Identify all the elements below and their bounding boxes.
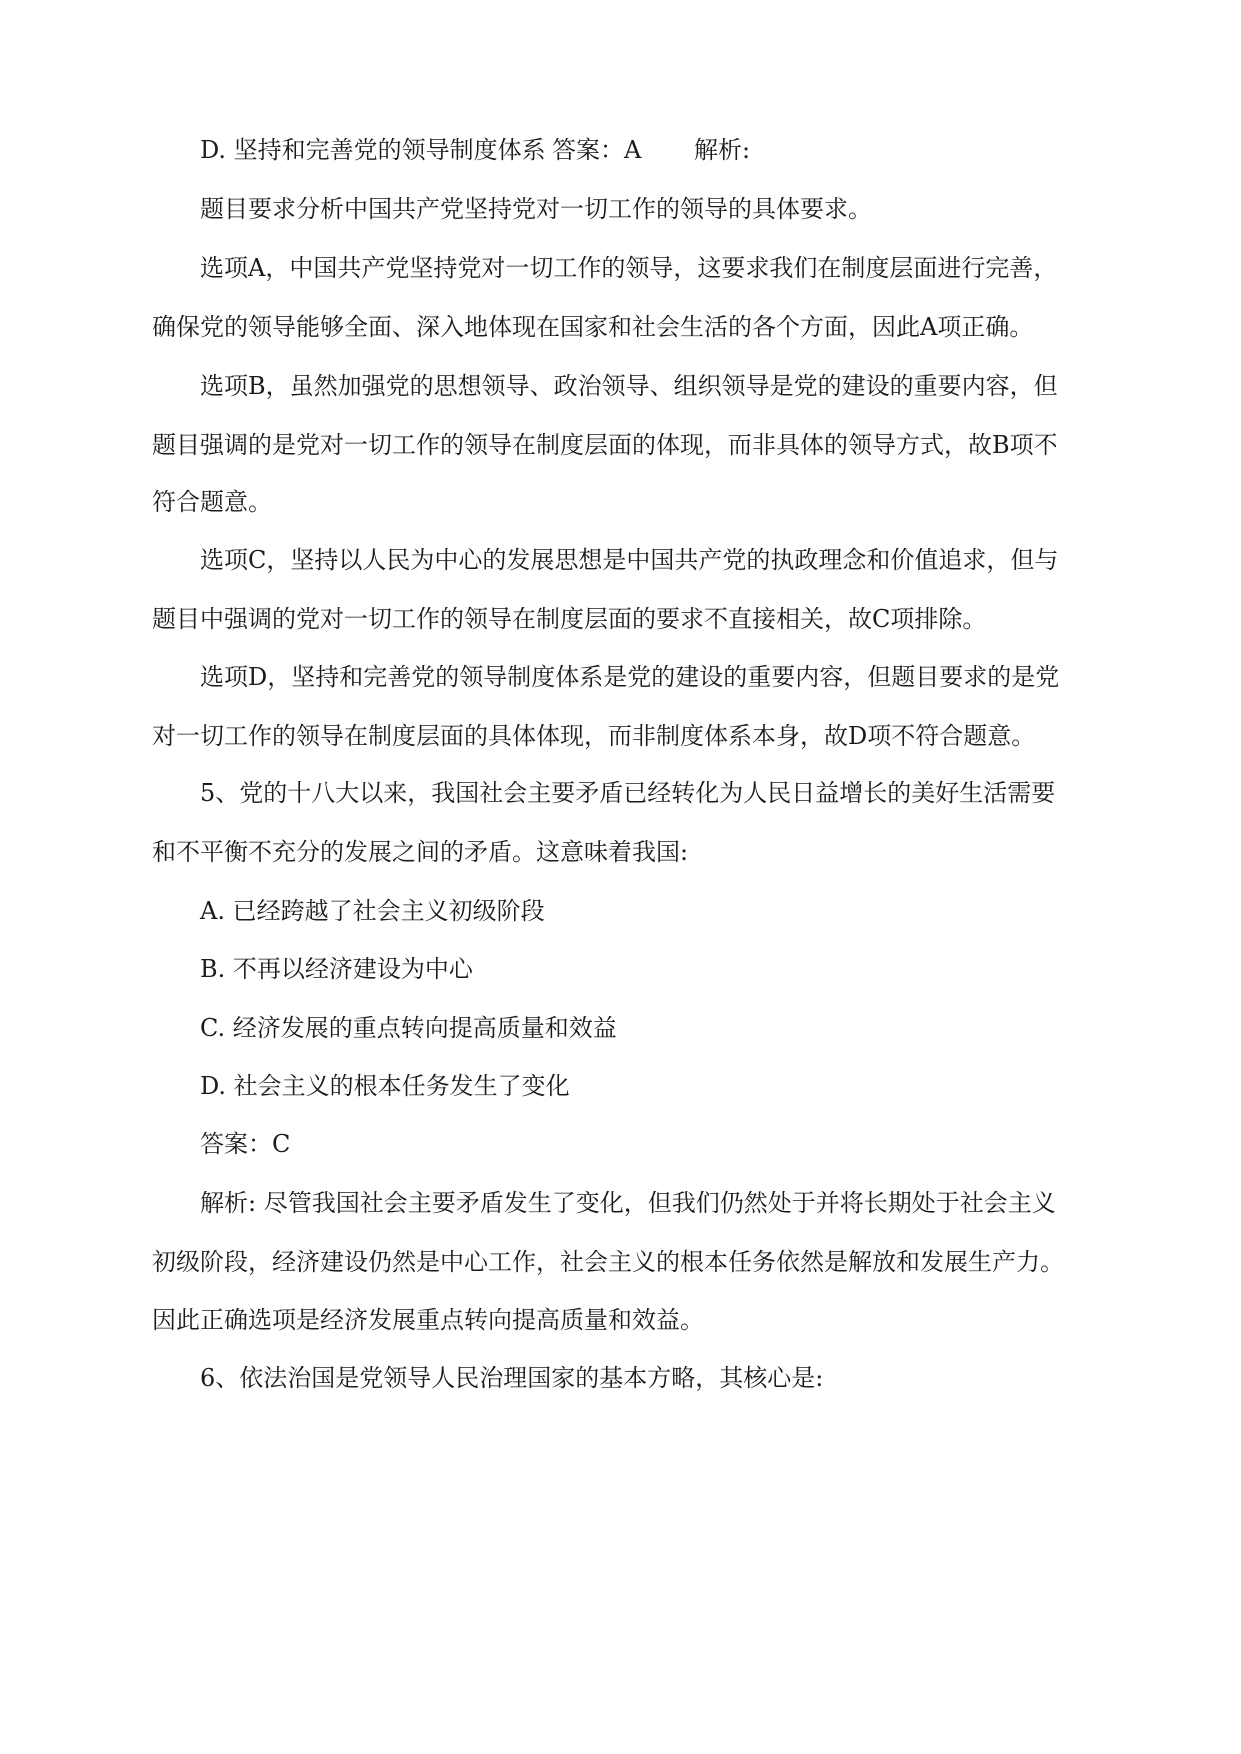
q5-option-c: C. 经济发展的重点转向提高质量和效益 — [200, 1014, 617, 1042]
q5-stem-line: 和不平衡不充分的发展之间的矛盾。这意味着我国: — [152, 838, 689, 866]
q4-analysis-line: 选项C，坚持以人民为中心的发展思想是中国共产党的执政理念和价值追求，但与 — [200, 546, 1059, 574]
q5-analysis-line: 解析: 尽管我国社会主要矛盾发生了变化，但我们仍然处于并将长期处于社会主义 — [200, 1189, 1056, 1217]
q4-analysis-line: 题目要求分析中国共产党坚持党对一切工作的领导的具体要求。 — [200, 195, 872, 223]
q4-answer: 答案：A — [552, 136, 642, 164]
q4-analysis-line: 选项D，坚持和完善党的领导制度体系是党的建设的重要内容，但题目要求的是党 — [200, 663, 1060, 691]
q5-option-d: D. 社会主义的根本任务发生了变化 — [200, 1072, 570, 1100]
q4-analysis-line: 确保党的领导能够全面、深入地体现在国家和社会生活的各个方面，因此A项正确。 — [152, 313, 1034, 341]
q4-analysis-label: 解析: — [694, 136, 751, 164]
q4-analysis-line: 题目强调的是党对一切工作的领导在制度层面的体现，而非具体的领导方式，故B项不 — [152, 431, 1058, 459]
q5-answer: 答案：C — [200, 1130, 291, 1158]
q5-option-a: A. 已经跨越了社会主义初级阶段 — [200, 897, 545, 925]
q4-analysis-line: 对一切工作的领导在制度层面的具体体现，而非制度体系本身，故D项不符合题意。 — [152, 722, 1036, 750]
q4-analysis-line: 选项B，虽然加强党的思想领导、政治领导、组织领导是党的建设的重要内容，但 — [200, 372, 1058, 400]
q6-stem: 6、依法治国是党领导人民治理国家的基本方略，其核心是: — [200, 1364, 824, 1392]
q5-option-b: B. 不再以经济建设为中心 — [200, 955, 473, 983]
q4-option-d: D. 坚持和完善党的领导制度体系 — [200, 136, 546, 164]
q4-analysis-line: 题目中强调的党对一切工作的领导在制度层面的要求不直接相关，故C项排除。 — [152, 605, 987, 633]
q5-analysis-line: 因此正确选项是经济发展重点转向提高质量和效益。 — [152, 1306, 704, 1334]
q4-analysis-line: 选项A，中国共产党坚持党对一切工作的领导，这要求我们在制度层面进行完善， — [200, 254, 1058, 282]
q4-analysis-line: 符合题意。 — [152, 488, 272, 516]
q5-analysis-line: 初级阶段，经济建设仍然是中心工作，社会主义的根本任务依然是解放和发展生产力。 — [152, 1248, 1064, 1276]
q5-stem-line: 5、党的十八大以来，我国社会主要矛盾已经转化为人民日益增长的美好生活需要 — [200, 779, 1056, 807]
